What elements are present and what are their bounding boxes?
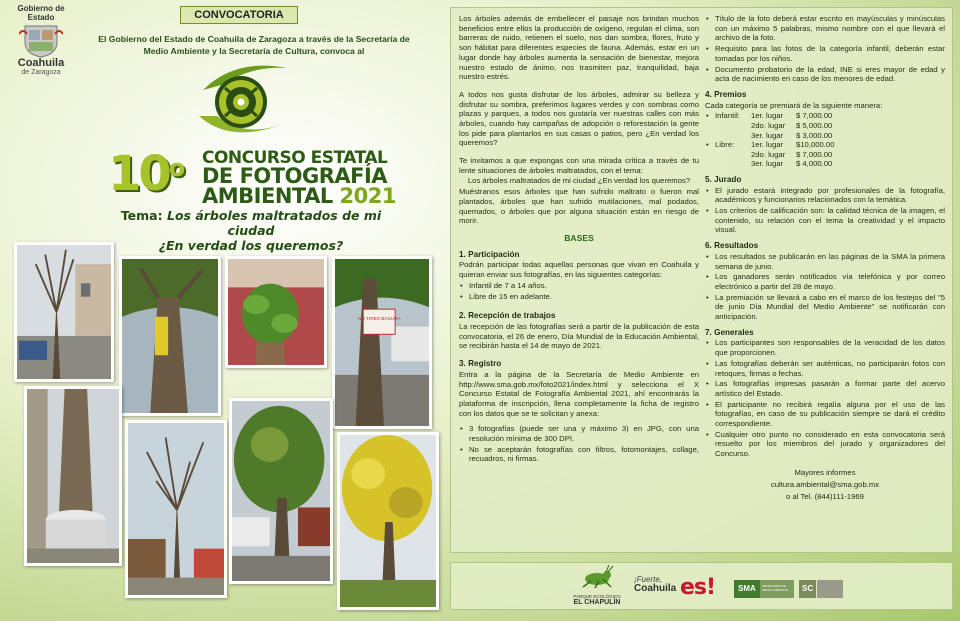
photo-street-tree: [14, 242, 114, 382]
list-item: • La premiación se llevará a cabo en el marco de los festejos del "5 de junio Día Mundial del Medio Ambiente" se notificarán con anticipación.: [705, 293, 945, 322]
title-line-1: CONCURSO ESTATAL: [202, 148, 388, 168]
section-generales-title: 7. Generales: [705, 327, 754, 337]
photo-bare-tree: [125, 420, 227, 598]
requirements-list: [705, 14, 945, 84]
contest-title: [108, 144, 408, 214]
photo-trunk-planter: [24, 386, 122, 566]
prize-row: 3er. lugar $ 4,000.00: [751, 159, 833, 169]
contact-info: [705, 467, 945, 503]
shield-icon: [19, 24, 63, 58]
rules-panel: [450, 7, 953, 553]
logo-sub: de Zaragoza: [21, 69, 61, 76]
list-item: • Requisito para las fotos de la categoría infantil, deberán estar tomadas por los niños.: [705, 44, 945, 63]
convocatoria-badge: CONVOCATORIA: [180, 6, 298, 24]
jurado-list: [705, 186, 945, 236]
title-line-3: AMBIENTAL 2021: [202, 184, 396, 208]
contact-email[interactable]: cultura.ambiental@sma.gob.mx: [770, 479, 880, 489]
prize-row: 2do. lugar $ 7,000.00: [751, 149, 833, 159]
logo-gobierno: Gobierno de Estado: [17, 4, 65, 22]
list-item: • 3 fotografías (puede ser una y máximo 3) en JPG, con una resolución mínima de 300 DPI.: [459, 424, 699, 443]
tema-question: ¿En verdad los queremos?: [158, 238, 344, 253]
coahuila-logo: [6, 4, 76, 80]
logo-name: Coahuila: [17, 57, 65, 69]
fuerte-text: ¡Fuerte,: [634, 575, 663, 584]
sponsors-footer: [450, 562, 953, 610]
list-item: • Los ganadores serán notificados vía telefónica y por correo electrónico a partir del 28 de mayo.: [705, 272, 945, 291]
coahuila-es-logo: [634, 575, 724, 605]
sc-logo: SC: [799, 580, 816, 598]
list-item: • No se aceptarán fotografías con filtros, fotomontajes, collage, recuadros, ni firmas.: [459, 445, 699, 464]
list-item: • Las fotografías impresas pasarán a formar parte del acervo artístico del Estado.: [705, 379, 945, 398]
list-item: • Título de la foto deberá estar escrito en mayúsculas y minúsculas con un máximo 5 palabras, mismo nombre con el que llevará el archivo de la foto.: [705, 14, 945, 43]
prize-row: 2do. lugar $ 5,000.00: [751, 120, 833, 130]
photo-trimmed-tree: [229, 398, 333, 584]
photo-potted-plant: [225, 256, 327, 368]
list-item: • Los participantes son responsables de la veracidad de los datos que proporcionen.: [705, 338, 945, 357]
prize-row: 3er. lugar $ 3,000.00: [751, 130, 833, 140]
section-resultados-title: 6. Resultados: [705, 241, 759, 251]
list-item: • Los resultados se publicarán en las páginas de la SMA la primera semana de junio.: [705, 252, 945, 271]
list-item: • Documento probatorio de la edad, INE si eres mayor de edad y acta de nacimiento en caso de los menores de edad.: [705, 65, 945, 84]
photo-yellow-tree: [337, 432, 439, 610]
section-premios-text: Cada categoría se premiará de la siguiente manera:: [705, 100, 883, 110]
list-item: • Las fotografías deberán ser auténticas, no participarán fotos con retoques, firmas o fechas.: [705, 359, 945, 378]
prize-row: • Libre: 1er. lugar $10,000.00: [705, 140, 945, 150]
paragraph-invite: Te invitamos a que expongas con una mirada crítica a través de tu lente situaciones de árboles maltratados, con el tema:: [459, 156, 699, 175]
section-recepcion-text: La recepción de las fotografías será a partir de la publicación de esta convocatoria, el 26 de enero, Día Mundial de la Educación Ambiental, se recibirán hasta el 14 de mayo de 2021.: [459, 321, 699, 351]
es-text: es!: [680, 575, 716, 600]
list-item: • Cualquier otro punto no considerado en esta convocatoria será resuelto por los miembros del jurado y organizadores del Concurso.: [705, 430, 945, 459]
tema: [120, 208, 382, 253]
list-item: • El jurado estará integrado por profesionales de la fotografía, académicos y funcionarios relacionados con la temática.: [705, 186, 945, 205]
section-registro-text: Entra a la página de la Secretaría de Medio Ambiente en http://www.sma.gob.mx/foto2021/index.html y selecciona el X Concurso Estatal de Fotografía Ambiental 2021, ahí encontrarás la plataforma de inscripción, llena completamente la ficha de registro con los datos que se te solicitan y anexa:: [459, 369, 699, 418]
registro-list: [459, 424, 699, 464]
chapulin-label: PARQUE ECOLÓGICO: [573, 594, 621, 599]
tema-text: Los árboles maltratados de mi ciudad: [166, 208, 382, 238]
intro-text: El Gobierno del Estado de Coahuila de Zaragoza a través de la Secretaría de Medio Ambiente y la Secretaría de Cultura, convoca al: [98, 34, 410, 56]
list-item: • Infantil de 7 a 14 años.: [459, 281, 699, 291]
title-year: 2021: [339, 184, 396, 208]
section-recepcion-title: 2. Recepción de trabajos: [459, 311, 556, 321]
title-line-2: DE FOTOGRAFÍA: [202, 164, 388, 188]
sma-logo: SMA: [734, 580, 760, 598]
section-registro-title: 3. Registro: [459, 359, 502, 369]
paragraph-benefits: Los árboles además de embellecer el paisaje nos brindan muchos beneficios entre ellos la producción de oxígeno, regulan el clima, son barreras de ruido, retienen el suelo, nos dan sombra, flores, fruto y son hábitat para diferentes especies de fauna. Además, estar en un lugar donde hay árboles aumenta la sensación de bienestar, mejora nuestro estado de ánimo, nos trasmiten paz, tranquilidad, baja nuestro estrés.: [459, 14, 699, 82]
sc-sub-logo: [817, 580, 843, 598]
column-right: [705, 14, 945, 503]
photo-tree-sign: [332, 256, 432, 429]
section-premios-title: 4. Premios: [705, 89, 747, 99]
chapulin-logo: [563, 565, 631, 607]
photo-sign-text: NO TIRES BASURA: [357, 316, 401, 322]
paragraph-show: Muéstranos esos árboles que han sufrido maltrato o fueron mal plantados, árboles que han sufrido mutilaciones, mal podados, quemados, o árboles que por alguna situación están en riesgo de morir.: [459, 187, 699, 226]
prize-row: • Infantil: 1er. lugar $ 7,000.00: [705, 111, 945, 121]
column-left: [459, 14, 699, 465]
generales-list: [705, 338, 945, 458]
sma-sub-logo: SECRETARÍA DE MEDIO AMBIENTE: [760, 580, 794, 598]
coahuila-text: Coahuila: [634, 583, 677, 594]
paragraph-enjoy: A todos nos gusta disfrutar de los árboles, admirar su belleza y disfrutar su sombra, preferimos lugares verdes y con sombras como plazas y parques, a todos nos gustaría ver nuestras calles con más árboles, cuando hay campañas de adopción o reforestación la gente los pide para plantarlos en sus casas o patios, pero ¿En verdad los queremos?: [459, 89, 699, 148]
section-participacion-title: 1. Participación: [459, 249, 520, 259]
list-item: • Libre de 15 en adelante.: [459, 292, 699, 302]
list-item: • El participante no recibirá regalía alguna por el uso de las fotografías, en caso de su publicación siempre se dará el crédito correspondiente.: [705, 400, 945, 429]
tema-label: Tema:: [120, 208, 163, 223]
grasshopper-icon: [577, 565, 617, 589]
list-item: • Los criterios de calificación son: la calidad técnica de la imagen, el contenido, su relación con el tema la creatividad y el impacto visual.: [705, 206, 945, 235]
resultados-list: [705, 252, 945, 322]
bases-heading: BASES: [564, 233, 594, 244]
camera-lens-icon: [195, 60, 290, 140]
section-jurado-title: 5. Jurado: [705, 174, 742, 184]
participacion-list: [459, 281, 699, 301]
section-participacion-text: Podrán participar todas aquellas personas que vivan en Coahuila y quieran enviar sus fotografías, en las siguientes categorías:: [459, 260, 699, 280]
contact-phone: o al Tel. (844)111-1969: [786, 491, 864, 501]
photo-yellow-trunk: [119, 256, 221, 416]
prizes-table: [705, 111, 945, 169]
contact-title: Mayores informes: [794, 467, 856, 477]
chapulin-name: EL CHAPULÍN: [573, 599, 621, 606]
edition-number: 10$^o$: [108, 146, 183, 202]
paragraph-theme: Los árboles maltratados de mi ciudad ¿En verdad los queremos?: [467, 175, 691, 185]
